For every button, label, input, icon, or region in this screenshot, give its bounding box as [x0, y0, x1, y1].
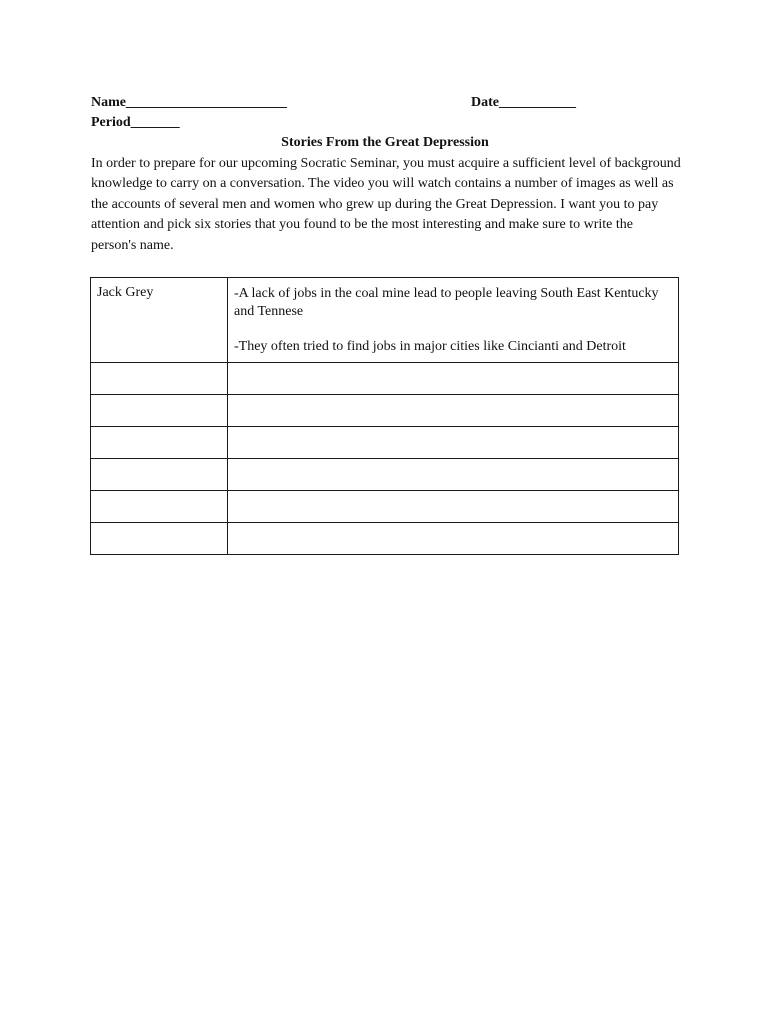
story-note: -A lack of jobs in the coal mine lead to people leaving South East Kentucky and Tennese — [234, 286, 659, 319]
person-name: Jack Grey — [97, 285, 154, 300]
story-notes-cell[interactable] — [228, 427, 679, 459]
story-notes-cell[interactable] — [228, 278, 679, 363]
name-field-label[interactable]: Name_______________________ — [91, 95, 287, 110]
story-notes-cell[interactable] — [228, 395, 679, 427]
stories-table — [90, 277, 679, 555]
story-notes-cell[interactable] — [228, 491, 679, 523]
person-name-cell[interactable] — [91, 395, 228, 427]
worksheet-title: Stories From the Great Depression — [281, 135, 489, 150]
table-row — [91, 491, 679, 523]
table-row — [91, 363, 679, 395]
story-notes-cell[interactable] — [228, 523, 679, 555]
person-name-cell[interactable] — [91, 491, 228, 523]
person-name-cell[interactable] — [91, 278, 228, 363]
story-notes-cell[interactable] — [228, 363, 679, 395]
note-spacer — [234, 321, 672, 338]
table-row — [91, 523, 679, 555]
date-field-label[interactable]: Date___________ — [471, 95, 576, 110]
person-name-cell[interactable] — [91, 459, 228, 491]
person-name-cell[interactable] — [91, 363, 228, 395]
story-note: -They often tried to find jobs in major cities like Cincianti and Detroit — [234, 339, 626, 354]
table-row — [91, 427, 679, 459]
table-row — [91, 395, 679, 427]
period-field-label[interactable]: Period_______ — [91, 115, 180, 130]
table-row — [91, 278, 679, 363]
table-row — [91, 459, 679, 491]
person-name-cell[interactable] — [91, 523, 228, 555]
instructions-paragraph: In order to prepare for our upcoming Socratic Seminar, you must acquire a sufficient level of background knowledge to carry on a conversation. The video you will watch contains a number of images as well as the accounts of several men and women who grew up during the Great Depression. I want you to pay attention and pick six stories that you found to be the most interesting and make sure to write the person's name. — [91, 156, 681, 253]
story-notes-cell[interactable] — [228, 459, 679, 491]
person-name-cell[interactable] — [91, 427, 228, 459]
